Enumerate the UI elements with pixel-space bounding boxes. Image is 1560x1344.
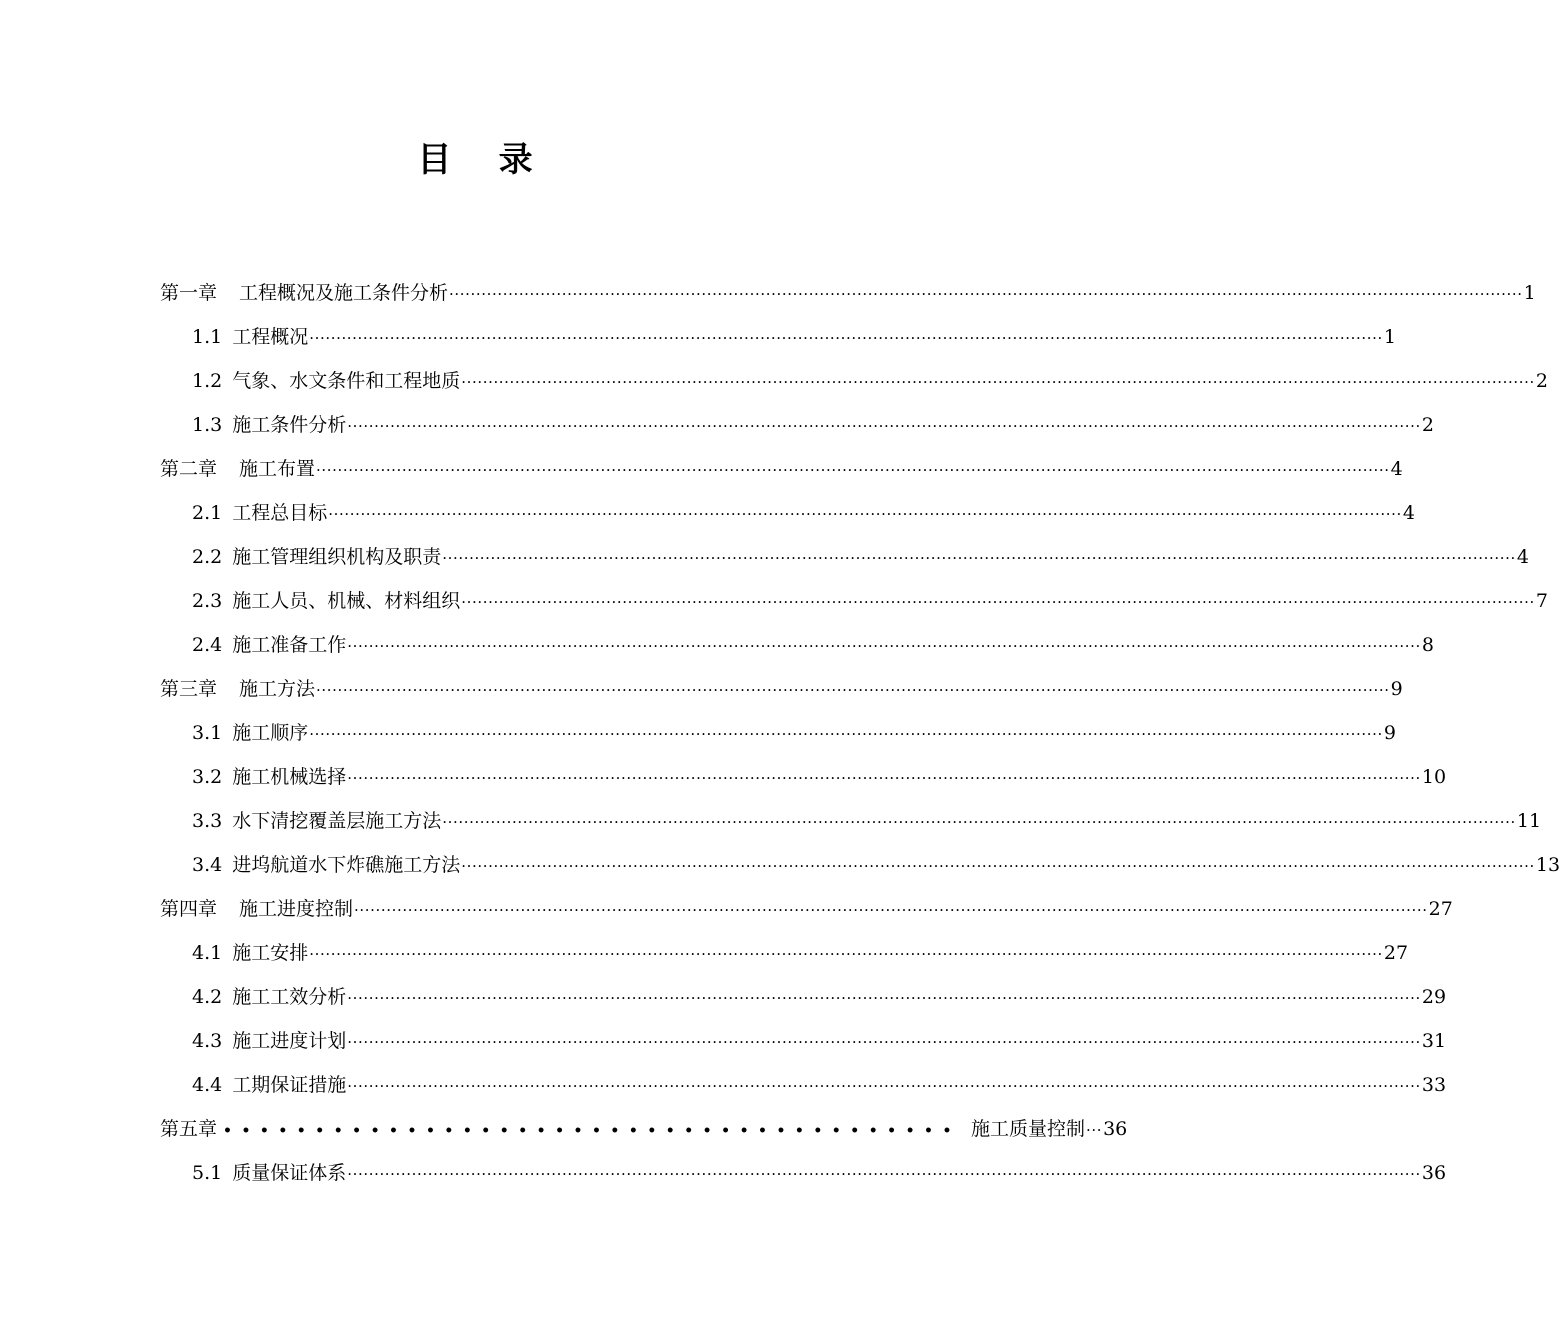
toc-entry-label: 施工机械选择	[232, 766, 347, 788]
toc-section-entry[interactable]	[192, 938, 1409, 968]
toc-entry-number: 4.1	[192, 942, 223, 964]
toc-entry-label: 水下清挖覆盖层施工方法	[232, 810, 442, 832]
toc-entry-number: 2.4	[192, 634, 223, 656]
toc-entry-number: 第二章	[160, 458, 218, 480]
toc-leader-dots: ········································································································································································································	[354, 901, 1428, 919]
toc-entry-page: 2	[1535, 370, 1548, 392]
toc-entry-page: 1	[1523, 282, 1536, 304]
toc-leader-dots: ········································································································································································································	[442, 549, 1516, 567]
toc-entry-label: 质量保证体系	[232, 1162, 347, 1184]
toc-chapter-entry[interactable]	[160, 1114, 1128, 1144]
toc-entry-page: 27	[1383, 942, 1409, 964]
toc-entry-label: 工程概况及施工条件分析	[239, 282, 449, 304]
toc-entry-page: 8	[1421, 634, 1434, 656]
toc-leader-dots: ········································································································································································································	[316, 461, 1390, 479]
toc-leader-dots: ········································································································································································································	[461, 593, 1535, 611]
toc-entry-page: 1	[1383, 326, 1396, 348]
toc-entry-label: 工程总目标	[232, 502, 328, 524]
toc-entry-number: 1.1	[192, 326, 223, 348]
toc-entry-label: 施工方法	[239, 678, 316, 700]
toc-entry-page: 7	[1535, 590, 1548, 612]
toc-title: 目 录	[417, 140, 533, 180]
toc-leader-dots: ········································································································································································································	[449, 285, 1523, 303]
toc-entry-page: 9	[1383, 722, 1396, 744]
toc-section-entry[interactable]	[192, 1026, 1447, 1056]
toc-entry-number: 1.3	[192, 414, 223, 436]
toc-section-entry[interactable]	[192, 366, 1548, 396]
toc-entry-label: 施工布置	[239, 458, 316, 480]
toc-entry-number: 第三章	[160, 678, 218, 700]
toc-entry-number: 2.3	[192, 590, 223, 612]
toc-chapter-entry[interactable]	[160, 894, 1453, 924]
toc-chapter-entry[interactable]	[160, 454, 1403, 484]
toc-section-entry[interactable]	[192, 542, 1529, 572]
toc-section-entry[interactable]	[192, 410, 1434, 440]
toc-entry-label: 进坞航道水下炸礁施工方法	[232, 854, 461, 876]
toc-section-entry[interactable]	[192, 1158, 1447, 1188]
toc-entry-page: 4	[1516, 546, 1529, 568]
toc-leader-dots: ········································································································································································································	[347, 417, 1421, 435]
toc-leader-dots: ········································································································································································································	[309, 725, 1383, 743]
toc-entry-number: 第五章	[160, 1118, 218, 1140]
toc-section-entry[interactable]	[192, 850, 1560, 880]
toc-entry-page: 36	[1103, 1118, 1128, 1140]
toc-chapter-entry[interactable]	[160, 278, 1536, 308]
toc-entry-label: 施工进度计划	[232, 1030, 347, 1052]
toc-entry-page: 27	[1428, 898, 1453, 920]
toc-section-entry[interactable]	[192, 1070, 1447, 1100]
toc-section-entry[interactable]	[192, 982, 1447, 1012]
toc-entry-number: 3.2	[192, 766, 223, 788]
toc-entry-label: 施工条件分析	[232, 414, 347, 436]
toc-leader-dots: ········································································································································································································	[328, 505, 1402, 523]
toc-entry-number: 5.1	[192, 1162, 223, 1184]
toc-entry-label: 施工进度控制	[239, 898, 354, 920]
toc-entry-label: 工期保证措施	[232, 1074, 347, 1096]
toc-entry-number: 第一章	[160, 282, 218, 304]
toc-section-entry[interactable]	[192, 630, 1434, 660]
toc-entry-number: 4.4	[192, 1074, 223, 1096]
toc-entry-page: 31	[1421, 1030, 1447, 1052]
toc-leader-dots: ········································································································································································································	[347, 1165, 1421, 1183]
toc-section-entry[interactable]	[192, 586, 1548, 616]
toc-entry-label: 施工工效分析	[232, 986, 347, 1008]
toc-leader-dots: ········································································································································································································	[347, 1077, 1421, 1095]
toc-entry-page: 2	[1421, 414, 1434, 436]
toc-entry-number: 1.2	[192, 370, 223, 392]
toc-entry-label: 施工质量控制	[970, 1118, 1085, 1140]
toc-leader-dots: ········································································································································································································	[442, 813, 1516, 831]
toc-entry-page: 10	[1421, 766, 1447, 788]
toc-section-entry[interactable]	[192, 806, 1542, 836]
toc-entry-number: 3.4	[192, 854, 223, 876]
toc-entry-label: 施工人员、机械、材料组织	[232, 590, 461, 612]
toc-entry-number: 3.3	[192, 810, 223, 832]
toc-section-entry[interactable]	[192, 718, 1396, 748]
toc-entry-page: 33	[1421, 1074, 1447, 1096]
toc-leader-dots: ········································································································································································································	[309, 329, 1383, 347]
toc-entry-page: 13	[1535, 854, 1560, 876]
toc-section-entry[interactable]	[192, 322, 1396, 352]
toc-leader-dots: ········································································································································································································	[347, 989, 1421, 1007]
toc-entry-number: 3.1	[192, 722, 223, 744]
toc-entry-label: 施工准备工作	[232, 634, 347, 656]
toc-chapter-entry[interactable]	[160, 674, 1403, 704]
toc-entry-number: 2.1	[192, 502, 223, 524]
toc-entry-number: 4.3	[192, 1030, 223, 1052]
toc-leader-dots: ········································································································································································································	[461, 373, 1535, 391]
toc-entry-page: 11	[1516, 810, 1542, 832]
toc-entry-page: 29	[1421, 986, 1447, 1008]
toc-leader-dots: ········································································································································································································	[309, 945, 1383, 963]
toc-leader-dots: ••••••••••••••••••••••••••••••••••••••••	[223, 1123, 961, 1139]
toc-entry-label: 施工安排	[232, 942, 309, 964]
toc-section-entry[interactable]	[192, 762, 1447, 792]
toc-entry-number: 4.2	[192, 986, 223, 1008]
toc-section-entry[interactable]	[192, 498, 1415, 528]
toc-entry-label: 工程概况	[232, 326, 309, 348]
toc-entry-number: 2.2	[192, 546, 223, 568]
toc-entry-label: 气象、水文条件和工程地质	[232, 370, 461, 392]
toc-entry-page: 36	[1421, 1162, 1447, 1184]
toc-leader-dots: ···	[1085, 1121, 1103, 1139]
toc-leader-dots: ········································································································································································································	[347, 1033, 1421, 1051]
toc-entry-page: 9	[1390, 678, 1403, 700]
toc-leader-dots: ········································································································································································································	[347, 769, 1421, 787]
toc-leader-dots: ········································································································································································································	[347, 637, 1421, 655]
toc-leader-dots: ········································································································································································································	[461, 857, 1535, 875]
toc-entry-label: 施工管理组织机构及职责	[232, 546, 442, 568]
toc-entry-label: 施工顺序	[232, 722, 309, 744]
toc-leader-dots: ········································································································································································································	[316, 681, 1390, 699]
toc-entry-page: 4	[1402, 502, 1415, 524]
toc-entry-number: 第四章	[160, 898, 218, 920]
toc-entry-page: 4	[1390, 458, 1403, 480]
